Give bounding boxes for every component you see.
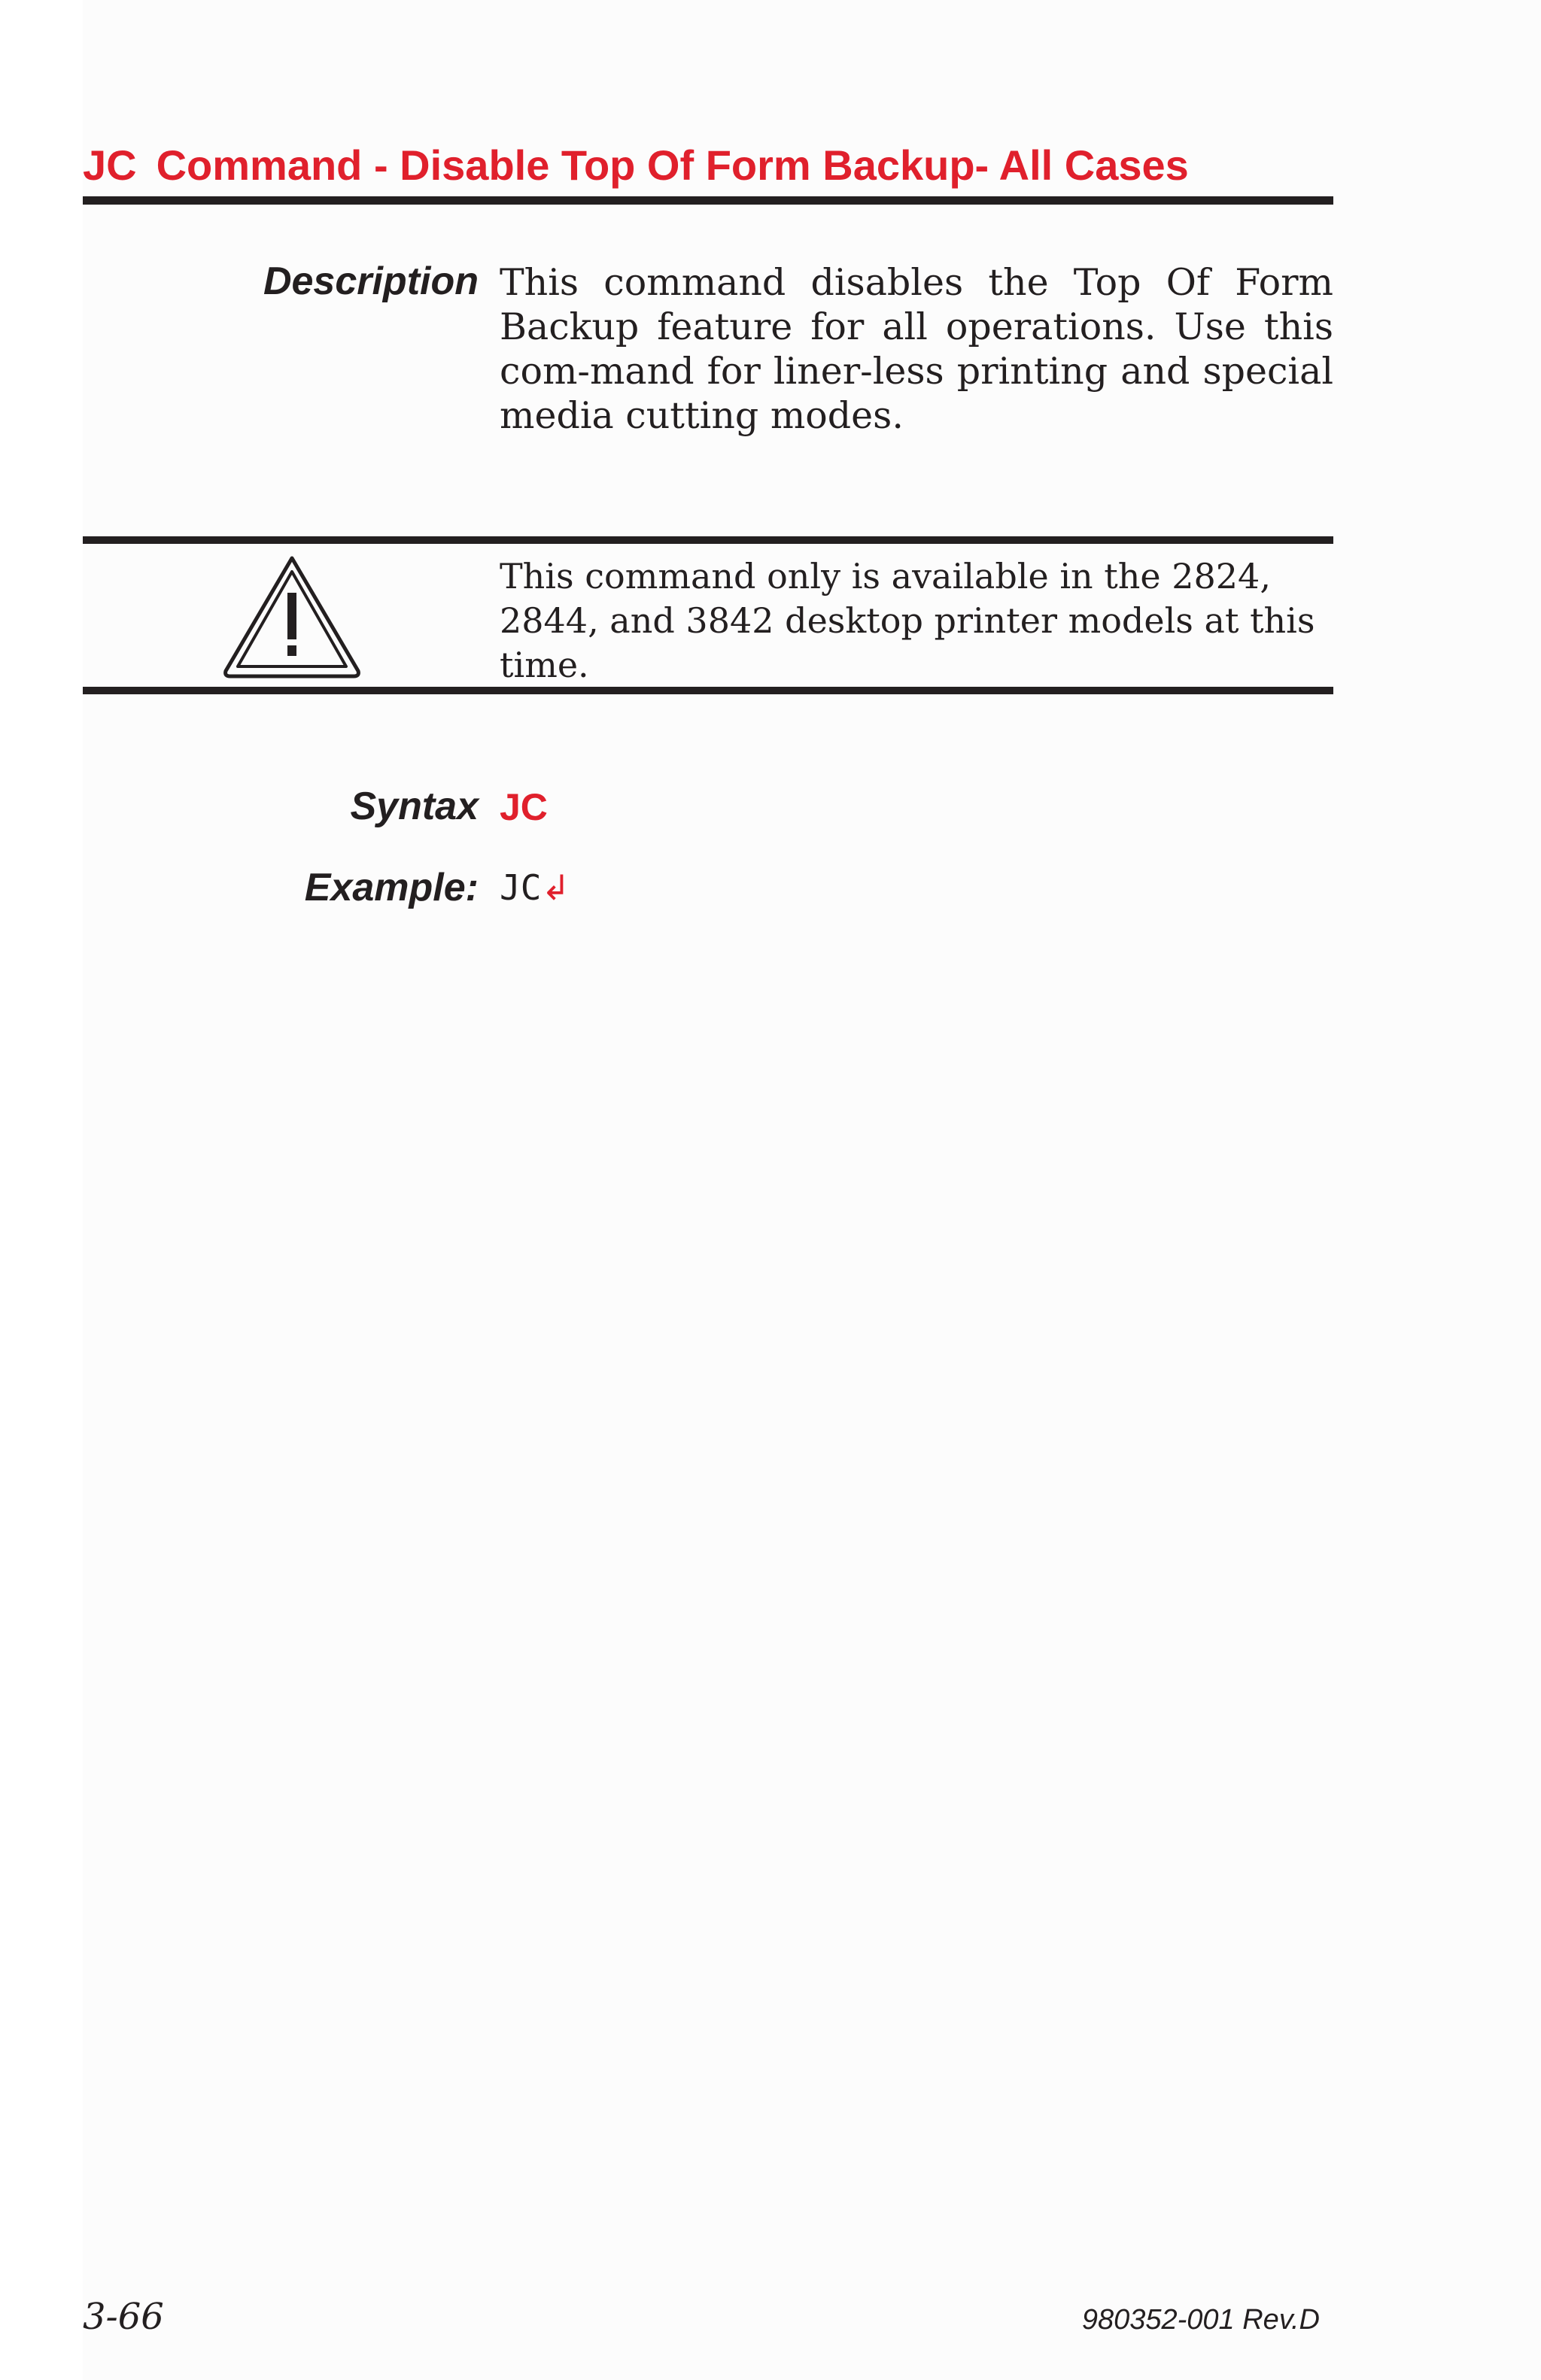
description-text: This command disables the Top Of Form Backup feature for all operations. Use this com-mand for liner-less printing and special media cutting modes. <box>500 261 1333 437</box>
example-value: JC <box>500 867 542 908</box>
syntax-value: JC <box>500 786 548 828</box>
title-divider <box>83 196 1333 205</box>
example-label: Example: <box>304 866 479 909</box>
example-value-wrapper <box>500 867 570 909</box>
command-code: JC <box>83 141 137 189</box>
note-text: This command only is available in the 2824, 2844, and 3842 desktop printer models at this time. <box>500 556 1315 685</box>
page-number: 3-66 <box>83 2296 164 2338</box>
carriage-return-icon: ↲ <box>541 867 570 908</box>
page-title <box>83 141 1333 190</box>
note-top-divider <box>83 536 1333 544</box>
command-title: Command - Disable Top Of Form Backup- All Cases <box>156 141 1189 189</box>
document-id: 980352-001 Rev.D <box>1081 2304 1320 2336</box>
note-bottom-divider <box>83 687 1333 694</box>
warning-triangle-icon <box>223 554 361 680</box>
description-label: Description <box>263 260 479 303</box>
syntax-label: Syntax <box>350 785 479 828</box>
